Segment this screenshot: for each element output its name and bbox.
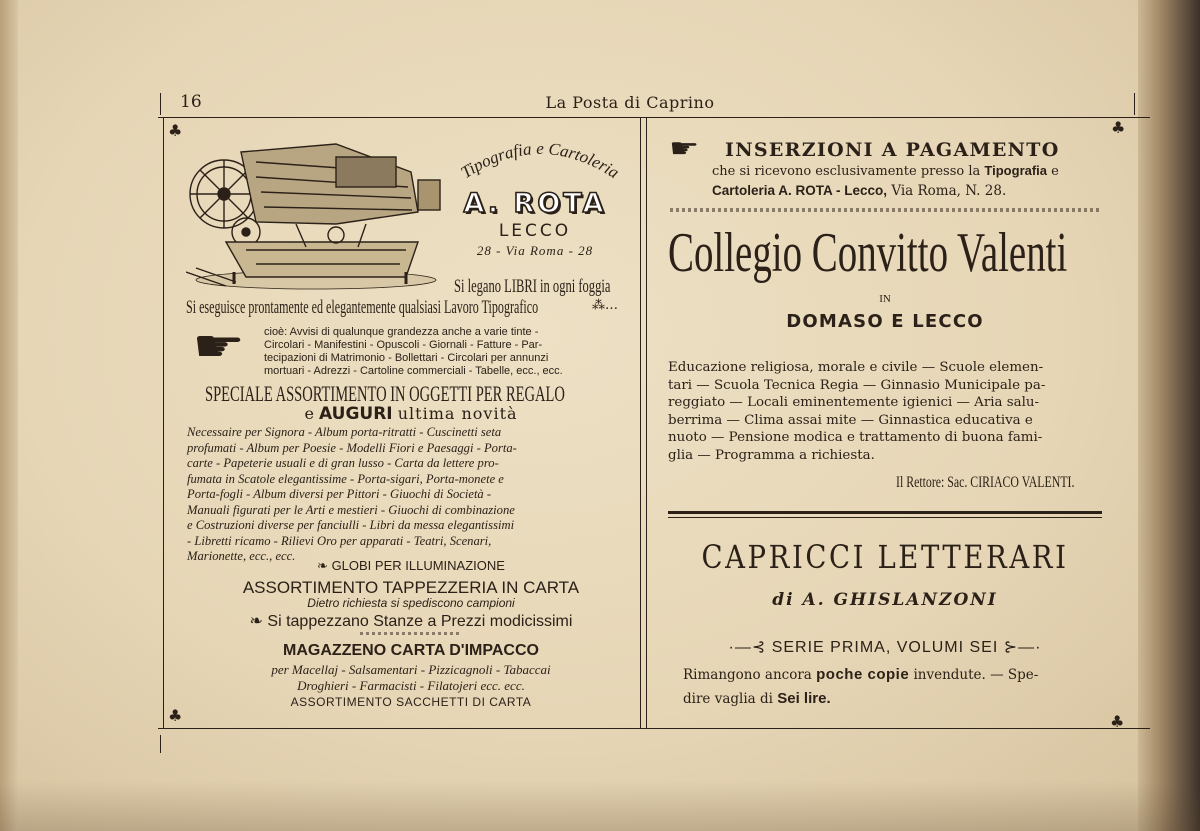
binding-service [454, 276, 634, 298]
vaglia-bold: Sei lire. [777, 690, 831, 707]
printing-service-text: Si eseguisce prontamente ed elegantemente qualsiasi Lavoro Tipografico [186, 297, 539, 318]
inserzioni-line-1-text: che si ricevono esclusivamente presso la [712, 164, 981, 179]
inserzioni-divider [670, 208, 1102, 212]
auguri-line [186, 404, 636, 424]
svg-text:Tipografia e Cartoleria [457, 139, 622, 182]
collegio-description-line: Educazione religiosa, morale e civile — Scuole elemen- [668, 360, 1044, 375]
header-tick-left [160, 93, 161, 115]
collegio-title-text: Collegio Convitto Valenti [668, 222, 1068, 284]
stanze-line [186, 611, 636, 631]
rettore-signature [896, 472, 1106, 492]
inserzioni-line-2 [712, 183, 1112, 199]
stanze-divider [360, 632, 460, 635]
serie-ornament-right-icon: ⊱—· [998, 639, 1042, 656]
section-rule-thick [668, 511, 1102, 514]
book-binding [1138, 0, 1200, 831]
frame-top [158, 117, 1150, 118]
gift-items-line: Manuali figurati per le Arti e mestieri - Giuochi di combinazione [187, 502, 515, 517]
collegio-description [668, 359, 1106, 465]
vaglia-pre: dire vaglia di [683, 691, 773, 707]
vaglia-line [683, 690, 1103, 707]
special-assortment-text: SPECIALE ASSORTIMENTO IN OGGETTI PER REGALO [205, 381, 565, 406]
magazzeno-heading: MAGAZZENO CARTA D'IMPACCO [283, 642, 539, 659]
macellaj-line: per Macellaj - Salsamentari - Pizzicagnoli - Tabaccai [271, 662, 551, 677]
globi-line [186, 558, 636, 574]
gift-items-line: Porta-fogli - Album diversi per Pittori - Giuochi di Società - [187, 487, 492, 501]
gift-items-line: profumati - Album per Poesie - Modelli Fiori e Paesaggi - Porta- [187, 440, 517, 455]
pointing-hand-icon: ☛ [669, 134, 700, 164]
serie-line [668, 637, 1102, 657]
inserzioni-line-1-bold: Tipografia [984, 163, 1048, 178]
collegio-description-line: tari — Scuola Tecnica Regia — Ginnasio Municipale pa- [668, 377, 1046, 393]
rimangono-line [683, 666, 1103, 683]
services-list-line: Circolari - Manifestini - Opuscoli - Giornali - Fatture - Par- [264, 339, 543, 351]
services-list [264, 326, 624, 378]
frame-bottom [158, 728, 1150, 729]
droghieri-line: Droghieri - Farmacisti - Filatojeri ecc. ecc. [297, 678, 525, 693]
stanze-text: Si tappezzano Stanze a Prezzi modicissimi [267, 613, 573, 630]
rimangono-bold: poche copie [816, 666, 910, 683]
inserzioni-line-1 [712, 163, 1112, 179]
page-shadow [0, 781, 1200, 831]
collegio-place: DOMASO E LECCO [786, 311, 984, 332]
frame-left [163, 117, 164, 729]
printing-press-illustration [186, 132, 446, 292]
arc-heading-text: Tipografia e Cartoleria [457, 138, 623, 183]
gift-items-line: - Libretti ricamo - Rilievi Oro per apparati - Teatri, Scenari, [187, 533, 492, 548]
company-city: LECCO [498, 221, 572, 241]
serie-ornament-left-icon: ·—⊰ [728, 639, 772, 656]
auguri-word: AUGURI [319, 404, 393, 424]
gift-items-line: e Costruzioni diverse per fanciulli - Libri da messa elegantissimi [187, 518, 515, 532]
gift-items-line: Marionette, ecc., ecc. [187, 549, 296, 563]
column-divider-a [640, 117, 641, 729]
company-name: A. ROTA [463, 188, 607, 219]
rimangono-pre: Rimangono ancora [683, 667, 812, 683]
printing-service-ornament: ⁂… [592, 298, 618, 313]
inserzioni-line-2-text: Via Roma, N. 28. [891, 183, 1007, 199]
rettore-signature-text: Il Rettore: Sac. CIRIACO VALENTI. [896, 474, 1075, 491]
capricci-title: CAPRICCI LETTERARI [701, 538, 1069, 576]
auguri-rest: ultima novità [397, 404, 518, 423]
capricci-author: di A. GHISLANZONI [772, 590, 998, 610]
rimangono-post: invendute. — Spe- [913, 667, 1039, 683]
arc-heading [440, 132, 640, 192]
frame-bottom-tick [160, 735, 161, 753]
gift-items-line: Necessaire per Signora - Album porta-ritratti - Cuscinetti seta [187, 425, 502, 439]
collegio-description-line: berrima — Clima assai mite — Ginnastica educativa e [668, 412, 1033, 428]
collegio-description-line: reggiato — Locali eminentemente igienici — Aria salu- [668, 395, 1040, 411]
globi-text: GLOBI PER ILLUMINAZIONE [331, 558, 505, 573]
column-divider-b [646, 117, 647, 729]
page-number: 16 [180, 92, 202, 112]
sacchetti-line: ASSORTIMENTO SACCHETTI DI CARTA [290, 695, 532, 709]
services-list-line: cioè: Avvisi di qualunque grandezza anche a varie tinte - [264, 326, 539, 338]
binding-service-text: Si legano LIBRI in ogni foggia [454, 276, 611, 297]
corner-ornament-icon: ♣ [168, 706, 183, 725]
pointing-hand-icon: ☛ [192, 321, 246, 372]
inserzioni-title: INSERZIONI A PAGAMENTO [725, 139, 1060, 161]
gift-items-line: fumata in Scatole elegantissime - Porta-sigari, Porta-monete e [187, 471, 504, 486]
running-title: La Posta di Caprino [545, 93, 715, 112]
page-left-edge [0, 0, 18, 831]
stanze-leaf-icon: ❧ [249, 613, 268, 630]
header-tick-right [1134, 93, 1135, 115]
company-address: 28 - Via Roma - 28 [476, 243, 594, 258]
tappezzeria-heading: ASSORTIMENTO TAPPEZZERIA IN CARTA [242, 578, 580, 597]
corner-ornament-icon: ♣ [1111, 118, 1126, 137]
collegio-description-line: glia — Programma a richiesta. [668, 447, 875, 463]
collegio-in: IN [879, 293, 891, 305]
serie-text: SERIE PRIMA, VOLUMI SEI [771, 639, 999, 656]
printing-service [186, 297, 636, 319]
gift-items-line: carte - Papeterie usuali e di gran lusso - Carta da lettere pro- [187, 456, 499, 470]
auguri-e: e [304, 404, 314, 423]
services-list-line: mortuari - Adrezzi - Cartoline commerciali - Tabelle, ecc., ecc. [264, 365, 563, 377]
services-list-line: tecipazioni di Matrimonio - Bollettari - Circolari per annunzi [264, 352, 549, 364]
corner-ornament-icon: ♣ [1110, 712, 1125, 731]
inserzioni-line-2-bold: Cartoleria A. ROTA - Lecco, [712, 183, 888, 198]
collegio-description-line: nuoto — Pensione modica e trattamento di buona fami- [668, 430, 1043, 446]
corner-ornament-icon: ♣ [168, 121, 183, 140]
globi-leaf-icon: ❧ [317, 558, 332, 573]
section-rule-thin [668, 517, 1102, 518]
inserzioni-line-1-end: e [1051, 164, 1059, 179]
campioni-line: Dietro richiesta si spediscono campioni [307, 596, 515, 610]
collegio-title [668, 216, 1108, 290]
gift-items-list [187, 425, 623, 565]
